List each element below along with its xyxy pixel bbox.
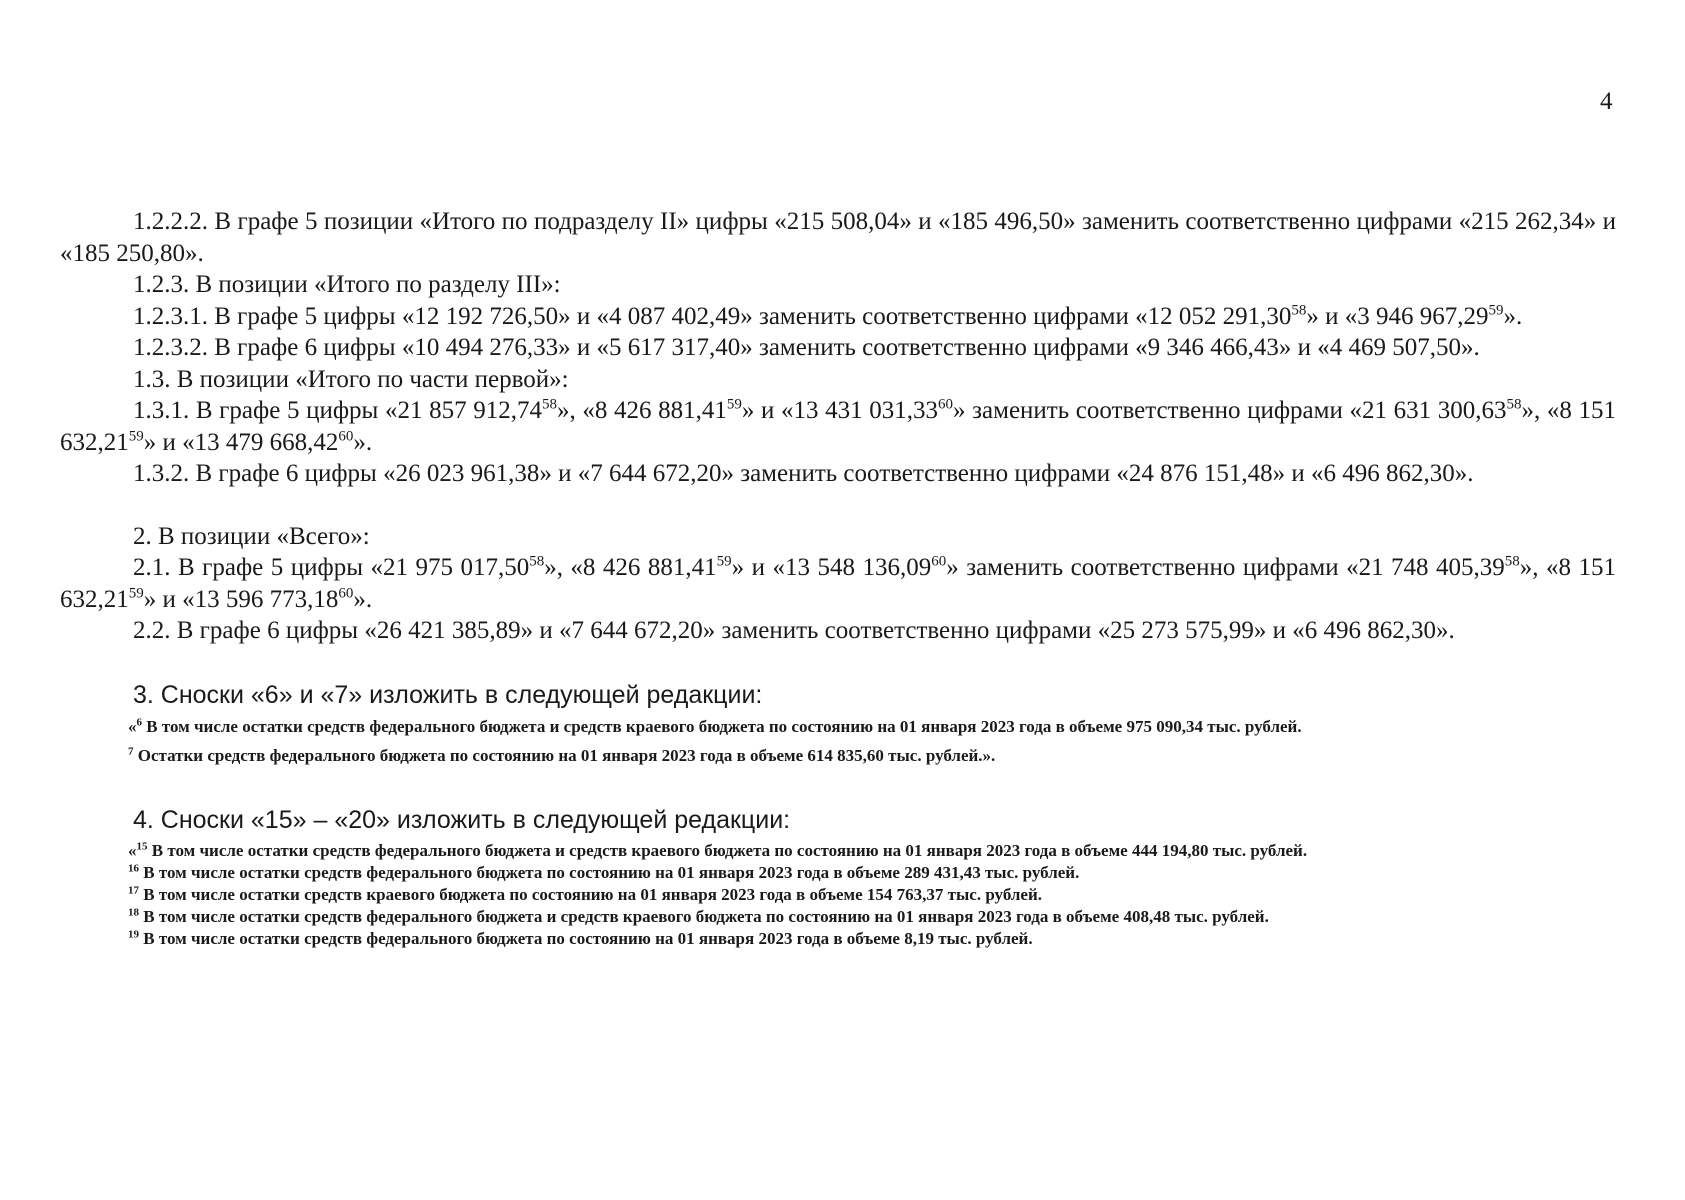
paragraph-1-2-3-2: 1.2.3.2. В графе 6 цифры «10 494 276,33» и «5 617 317,40» заменить соответственно цифрами «9 346 466,43» и «4 469 507,50». — [133, 334, 1480, 361]
paragraph-1-2-3-1: 1.2.3.1. В графе 5 цифры «12 192 726,50» и «4 087 402,49» заменить соответственно цифрами «12 052 291,30$^{58}$» и «3 946 967,29$^{59}$». — [133, 302, 1523, 330]
paragraph-1-3-2: 1.3.2. В графе 6 цифры «26 023 961,38» и «7 644 672,20» заменить соответственно цифрами «24 876 151,48» и «6 496 862,30». — [133, 460, 1474, 487]
paragraph-2-2: 2.2. В графе 6 цифры «26 421 385,89» и «7 644 672,20» заменить соответственно цифрами «25 273 575,99» и «6 496 862,30». — [133, 617, 1455, 644]
footnote-16: $^{16}$ В том числе остатки средств федерального бюджета по состоянию на 01 января 2023 года в объеме 289 431,43 тыс. рублей. — [128, 861, 1080, 882]
section-3-footnotes — [60, 716, 1616, 767]
page-number: 4 — [1600, 88, 1613, 115]
footnote-7: $^7$ Остатки средств федерального бюджета по состоянию на 01 января 2023 года в объеме 614 835,60 тыс. рублей.». — [128, 744, 996, 765]
footnote-6: «$^6$ В том числе остатки средств федерального бюджета и средств краевого бюджета по состоянию на 01 января 2023 года в объеме 975 090,34 тыс. рублей. — [128, 715, 1302, 736]
section-4-heading: 4. Сноски «15» – «20» изложить в следующей редакции: — [133, 805, 791, 834]
document-body — [60, 206, 1616, 950]
section-3-heading: 3. Сноски «6» и «7» изложить в следующей редакции: — [133, 680, 763, 709]
paragraph-1-2-2-2: 1.2.2.2. В графе 5 позиции «Итого по подразделу II» цифры «215 508,04» и «185 496,50» заменить соответственно цифрами «215 262,34» и «185 250,80». — [60, 208, 1616, 267]
footnote-15: «$^{15}$ В том числе остатки средств федерального бюджета и средств краевого бюджета по состоянию на 01 января 2023 года в объеме 444 194,80 тыс. рублей. — [128, 839, 1308, 860]
paragraph-1-2-3: 1.2.3. В позиции «Итого по разделу III»: — [133, 271, 561, 298]
paragraph-1-3: 1.3. В позиции «Итого по части первой»: — [133, 365, 569, 393]
paragraph-1-3-1: 1.3.1. В графе 5 цифры «21 857 912,74$^{58}$», «8 426 881,41$^{59}$» и «13 431 031,33$^{60}$» заменить соответственно цифрами «21 631 300,63$^{58}$», «8 151 632,21$^{59}$» и «13 479 668,42$^{60}$». — [60, 396, 1617, 456]
footnote-17: $^{17}$ В том числе остатки средств краевого бюджета по состоянию на 01 января 2023 года в объеме 154 763,37 тыс. рублей. — [128, 883, 1043, 904]
section-4-footnotes — [60, 840, 1616, 950]
paragraph-2-1: 2.1. В графе 5 цифры «21 975 017,50$^{58}$», «8 426 881,41$^{59}$» и «13 548 136,09$^{60}$» заменить соответственно цифрами «21 748 405,39$^{58}$», «8 151 632,21$^{59}$» и «13 596 773,18$^{60}$». — [60, 553, 1617, 613]
footnote-18: $^{18}$ В том числе остатки средств федерального бюджета и средств краевого бюджета по состоянию на 01 января 2023 года в объеме 408,48 тыс. рублей. — [128, 905, 1269, 926]
footnote-19: $^{19}$ В том числе остатки средств федерального бюджета по состоянию на 01 января 2023 года в объеме 8,19 тыс. рублей. — [128, 927, 1033, 948]
paragraph-2: 2. В позиции «Всего»: — [133, 522, 370, 550]
